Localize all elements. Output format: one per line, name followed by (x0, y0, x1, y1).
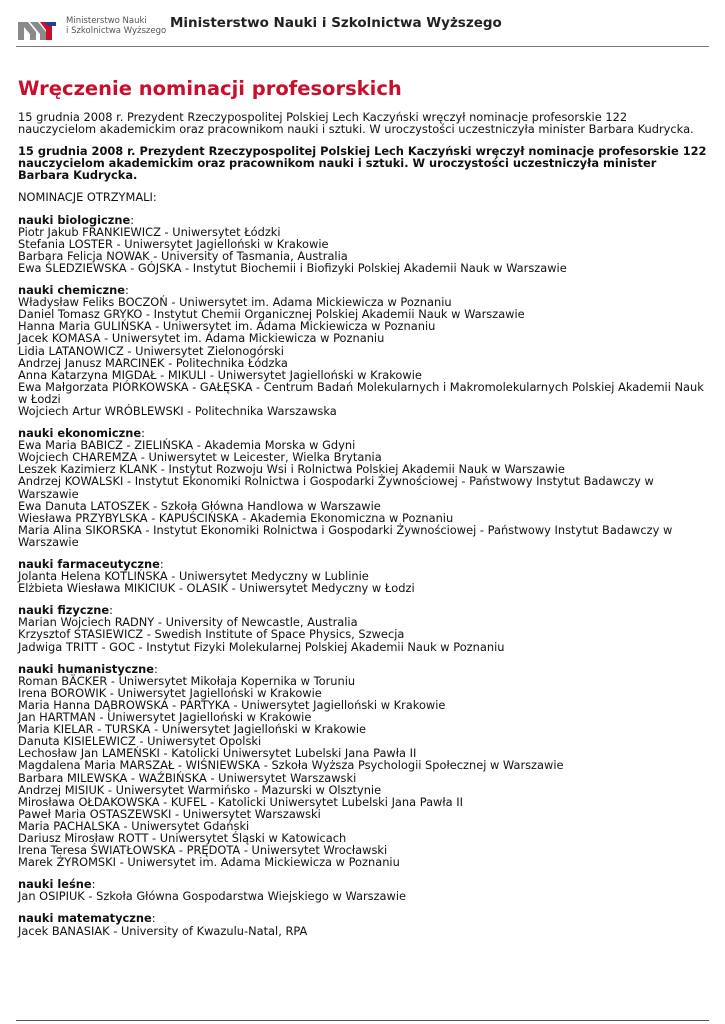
nominee-entry: Barbara Felicja NOWAK - University of Tasmania, Australia (18, 248, 348, 263)
logo-text (66, 16, 166, 36)
nominee-entry: Dariusz Mirosław ROTT - Uniwersytet Śląski w Katowicach (18, 830, 347, 845)
section-title-colon: : (141, 426, 145, 441)
section-title-colon: : (151, 911, 156, 926)
nominee-entry: Wiesława PRZYBYLSKA - KAPUŚCIŃSKA - Akademia Ekonomiczna w Poznaniu (18, 510, 454, 525)
section-title-colon: : (109, 603, 113, 618)
section-title: nauki ekonomiczne (18, 426, 142, 441)
nominee-entry: Andrzej KOWALSKI - Instytut Ekonomiki Rolnictwa i Gospodarki Żywnościowej - Państwowy Instytut Badawczy w Warszawie (18, 474, 654, 501)
nominee-entry: Andrzej Janusz MARCINEK - Politechnika Łódzka (18, 355, 288, 370)
nominee-entry: Stefania LOSTER - Uniwersytet Jagielloński w Krakowie (18, 236, 329, 251)
logo-line-2: i Szkolnictwa Wyższego (66, 26, 167, 36)
nominee-entry: Lidia LATANOWICZ - Uniwersytet Zielonogórski (18, 343, 284, 358)
nominee-entry: Władysław Feliks BOCZOŃ - Uniwersytet im. Adama Mickiewicza w Poznaniu (18, 295, 452, 310)
nominee-entry: Irena Teresa ŚWIATŁOWSKA - PRĘDOTA - Uniwersytet Wrocławski (18, 843, 388, 858)
nomination-section (18, 284, 708, 417)
nominee-entry: Roman BÄCKER - Uniwersytet Mikołaja Kopernika w Toruniu (18, 673, 356, 688)
nominee-entry: Maria Alina SIKORSKA - Instytut Ekonomiki Rolnictwa i Gospodarki Żywnościowej - Państwowy Instytut Badawczy w Warszawie (18, 522, 673, 549)
nominee-entry: Jolanta Helena KOTLIŃSKA - Uniwersytet Medyczny w Lublinie (18, 569, 369, 584)
nominee-entry: Magdalena Maria MARSZAŁ - WIŚNIEWSKA - Szkoła Wyższa Psychologii Społecznej w Warszawie (18, 758, 564, 773)
nominee-entry: Anna Katarzyna MIGDAŁ - MIKULI - Uniwersytet Jagielloński w Krakowie (18, 367, 422, 382)
nominee-entry: Krzysztof STASIEWICZ - Swedish Institute of Space Physics, Szwecja (18, 627, 405, 642)
nomination-section (18, 878, 708, 902)
section-title-colon: : (124, 283, 129, 298)
section-title: nauki matematyczne (18, 911, 152, 926)
article-intro: 15 grudnia 2008 r. Prezydent Rzeczypospolitej Polskiej Lech Kaczyński wręczył nominacje profesorskie 122 nauczycielom akademickim oraz pracownikom nauki i sztuki. W uroczystości uczestniczyła minister Barbara Kudrycka. (18, 110, 694, 137)
nominee-entry: Barbara MILEWSKA - WAŹBIŃSKA - Uniwersytet Warszawski (18, 770, 357, 785)
nominee-entry: Andrzej MISIUK - Uniwersytet Warmińsko - Mazurski w Olsztynie (18, 782, 382, 797)
nominee-entry: Elżbieta Wiesława MIKICIUK - OLASIK - Uniwersytet Medyczny w Łodzi (18, 581, 415, 596)
nominee-entry: Jan OSIPIUK - Szkoła Główna Gospodarstwa Wiejskiego w Warszawie (18, 889, 407, 904)
nominee-entry: Jacek KOMASA - Uniwersytet im. Adama Mickiewicza w Poznaniu (18, 331, 385, 346)
section-title: nauki humanistyczne (18, 661, 155, 676)
nomination-section (18, 663, 708, 869)
section-title: nauki farmaceutyczne (18, 557, 160, 571)
nominee-entry: Ewa ŚLEDZIEWSKA - GÓJSKA - Instytut Biochemii i Biofizyki Polskiej Akademii Nauk w Warszawie (18, 260, 567, 275)
nomination-section (18, 558, 708, 594)
nominee-entry: Jan HARTMAN - Uniwersytet Jagielloński w Krakowie (18, 710, 312, 725)
section-title: nauki fizyczne (18, 603, 110, 618)
nominee-entry: Wojciech Artur WRÓBLEWSKI - Politechnika Warszawska (18, 403, 337, 418)
list-heading: NOMINACJE OTRZYMALI: (18, 190, 157, 205)
nominee-entry: Ewa Małgorzata PIÓRKOWSKA - GAŁĘSKA - Centrum Badań Molekularnych i Makromolekularnych Polskiej Akademii Nauk w Łodzi (18, 379, 704, 406)
nominee-entry: Danuta KISIELEWICZ - Uniwersytet Opolski (18, 734, 262, 749)
section-title: nauki chemiczne (18, 283, 125, 298)
nominee-entry: Jadwiga TRITT - GOC - Instytut Fizyki Molekularnej Polskiej Akademii Nauk w Poznaniu (18, 639, 505, 654)
logo-line-1: Ministerstwo Nauki (66, 16, 147, 26)
section-title-colon: : (91, 877, 96, 892)
nominee-entry: Maria PACHALSKA - Uniwersytet Gdański (18, 818, 250, 833)
article-lead: 15 grudnia 2008 r. Prezydent Rzeczypospolitej Polskiej Lech Kaczyński wręczył nominacje profesorskie 122 nauczycielom akademickim oraz pracownikom nauki i sztuki. W uroczystości uczestniczyła minister Barbara Kudrycka. (18, 144, 707, 183)
article (18, 77, 708, 947)
nominee-entry: Paweł Maria OSTASZEWSKI - Uniwersytet Warszawski (18, 806, 321, 821)
nominee-entry: Jacek BANASIAK - University of Kwazulu-Natal, RPA (18, 923, 308, 938)
ministry-logo-icon (16, 16, 60, 42)
nominee-entry: Ewa Maria BABICZ - ZIELIŃSKA - Akademia Morska w Gdyni (18, 438, 356, 453)
nominee-entry: Wojciech CHAREMZA - Uniwersytet w Leicester, Wielka Brytania (18, 450, 382, 465)
section-title-colon: : (130, 212, 135, 227)
nominee-entry: Irena BOROWIK - Uniwersytet Jagielloński w Krakowie (18, 685, 322, 700)
nomination-section (18, 214, 708, 274)
page-header (16, 14, 709, 47)
nomination-sections (18, 214, 708, 937)
article-title: Wręczenie nominacji profesorskich (18, 77, 402, 100)
section-title: nauki biologiczne (18, 212, 131, 227)
nominee-entry: Lechosław Jan LAMEŃSKI - Katolicki Uniwersytet Lubelski Jana Pawła II (18, 746, 417, 761)
nominee-entry: Marek ŻYROMSKI - Uniwersytet im. Adama Mickiewicza w Poznaniu (18, 855, 400, 870)
nominee-entry: Piotr Jakub FRANKIEWICZ - Uniwersytet Łódzki (18, 224, 281, 239)
nomination-section (18, 604, 708, 652)
nominee-entry: Maria Hanna DĄBROWSKA - PARTYKA - Uniwersytet Jagielloński w Krakowie (18, 697, 446, 712)
header-title: Ministerstwo Nauki i Szkolnictwa Wyższego (170, 15, 502, 31)
nominee-entry: Maria KIELAR - TURSKA - Uniwersytet Jagielloński w Krakowie (18, 722, 367, 737)
nomination-section (18, 427, 708, 548)
section-title-colon: : (159, 557, 164, 571)
nominee-entry: Mirosława OŁDAKOWSKA - KUFEL - Katolicki Uniwersytet Lubelski Jana Pawła II (18, 794, 463, 809)
nominee-entry: Daniel Tomasz GRYKO - Instytut Chemii Organicznej Polskiej Akademii Nauk w Warszawie (18, 307, 525, 322)
footer-divider (16, 1020, 709, 1021)
nominee-entry: Ewa Danuta LATOSZEK - Szkoła Główna Handlowa w Warszawie (18, 498, 381, 513)
nominee-entry: Hanna Maria GULIŃSKA - Uniwersytet im. Adama Mickiewicza w Poznaniu (18, 319, 436, 334)
nomination-section (18, 912, 708, 936)
section-title: nauki leśne (18, 877, 92, 892)
nominee-entry: Leszek Kazimierz KLANK - Instytut Rozwoju Wsi i Rolnictwa Polskiej Akademii Nauk w Warszawie (18, 462, 565, 477)
section-title-colon: : (154, 661, 158, 676)
nominee-entry: Marian Wojciech RADNY - University of Newcastle, Australia (18, 615, 358, 630)
